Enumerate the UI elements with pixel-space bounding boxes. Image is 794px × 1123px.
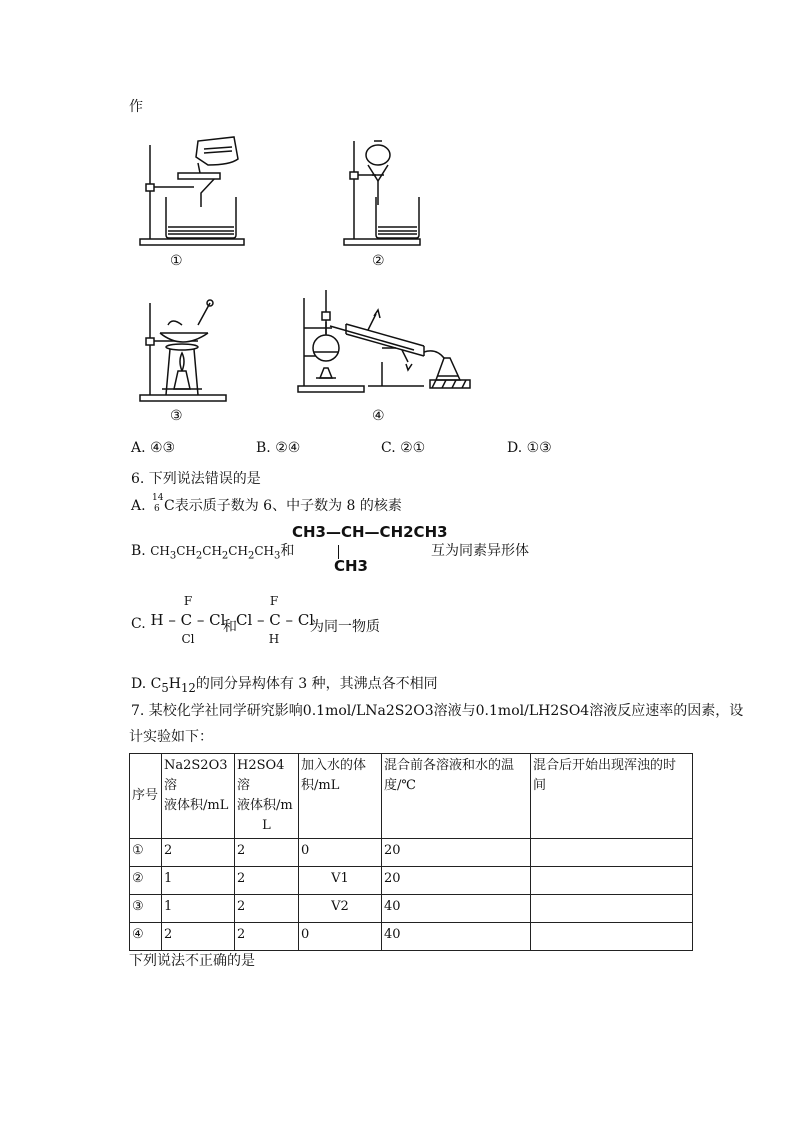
q7-after-table: 下列说法不正确的是 xyxy=(129,953,255,969)
struct2-bottom: H xyxy=(268,632,280,646)
struct1-top: F xyxy=(183,594,193,608)
q6-c-text: 为同一物质 xyxy=(310,619,380,635)
table-row: ① 2 2 0 20 xyxy=(130,839,693,867)
q6-b-text: 互为同素异形体 xyxy=(431,543,529,559)
header-temp: 混合前各溶液和水的温 度/℃ xyxy=(382,754,531,839)
table-row: ② 1 2 V1 20 xyxy=(130,867,693,895)
figure-separatory-funnel xyxy=(342,135,422,247)
table-row: ③ 1 2 V2 40 xyxy=(130,895,693,923)
q6-d-text: 的同分异构体有 3 种，其沸点各不相同 xyxy=(195,676,438,692)
table-header-row xyxy=(130,754,693,839)
isopentane-main-chain: CH3—CH—CH2CH3 xyxy=(292,523,448,541)
struct2-mid: Cl – C – Cl xyxy=(236,611,315,629)
q6-d-prefix: D. xyxy=(131,676,147,692)
q7-stem-line2: 计实验如下： xyxy=(129,729,213,745)
figure-1-label: ① xyxy=(170,253,183,269)
q6-b-prefix: B. xyxy=(131,543,146,559)
figure-filtration xyxy=(138,135,248,247)
struct1-bottom: Cl xyxy=(181,632,195,646)
pentane-formula: $CH_3CH_2CH_2CH_2CH_3$ xyxy=(150,544,281,562)
experiment-table xyxy=(129,753,693,951)
q5-option-a: A. ④③ xyxy=(131,440,176,456)
header-time: 混合后开始出现浑浊的时 间 xyxy=(531,754,693,839)
continued-text: 作 xyxy=(129,99,143,115)
figure-4-label: ④ xyxy=(372,408,385,424)
q6-option-a xyxy=(131,495,402,515)
dichlorofluoromethane-2 xyxy=(236,593,315,647)
dichlorofluoromethane-1 xyxy=(150,593,226,647)
header-h2so4: H2SO4溶 液体积/m L xyxy=(235,754,299,839)
atomic-number: 6 xyxy=(154,504,160,514)
table-row: ④ 2 2 0 40 xyxy=(130,923,693,951)
q6-stem: 6. 下列说法错误的是 xyxy=(131,471,261,487)
q6-b-and: 和 xyxy=(280,543,295,559)
figure-distillation xyxy=(296,288,486,398)
mass-number: 14 xyxy=(152,493,164,503)
q6-option-d xyxy=(131,673,438,695)
header-water: 加入水的体 积/mL xyxy=(299,754,382,839)
nuclide-notation xyxy=(150,493,164,514)
q6-c-prefix: C. xyxy=(131,616,146,632)
q6-option-b xyxy=(131,540,294,561)
pentane-molecular-formula: $C_5H_{12}$ xyxy=(150,676,196,695)
q5-option-d: D. ①③ xyxy=(507,440,552,456)
header-na2s2o3: Na2S2O3溶 液体积/mL xyxy=(162,754,235,839)
q6-a-prefix: A. xyxy=(131,498,146,514)
q7-stem-line1: 7. 某校化学社同学研究影响0.1mol/LNa2S2O3溶液与0.1mol/LH2SO4溶液反应速率的因素，设 xyxy=(131,703,744,719)
figure-2-label: ② xyxy=(372,253,385,269)
isopentane-structure xyxy=(292,523,448,575)
q6-c-and: 和 xyxy=(223,619,237,635)
q5-option-c: C. ②① xyxy=(381,440,426,456)
isopentane-branch: CH3 xyxy=(334,557,368,575)
struct2-top: F xyxy=(269,594,279,608)
q5-option-b: B. ②④ xyxy=(256,440,301,456)
q6-a-text: 表示质子数为 6、中子数为 8 的核素 xyxy=(174,498,402,514)
nuclide-symbol: C xyxy=(164,498,175,514)
figure-evaporation xyxy=(138,295,228,403)
struct1-mid: H – C – Cl xyxy=(150,611,226,629)
figure-3-label: ③ xyxy=(170,408,183,424)
header-no: 序号 xyxy=(130,754,162,839)
